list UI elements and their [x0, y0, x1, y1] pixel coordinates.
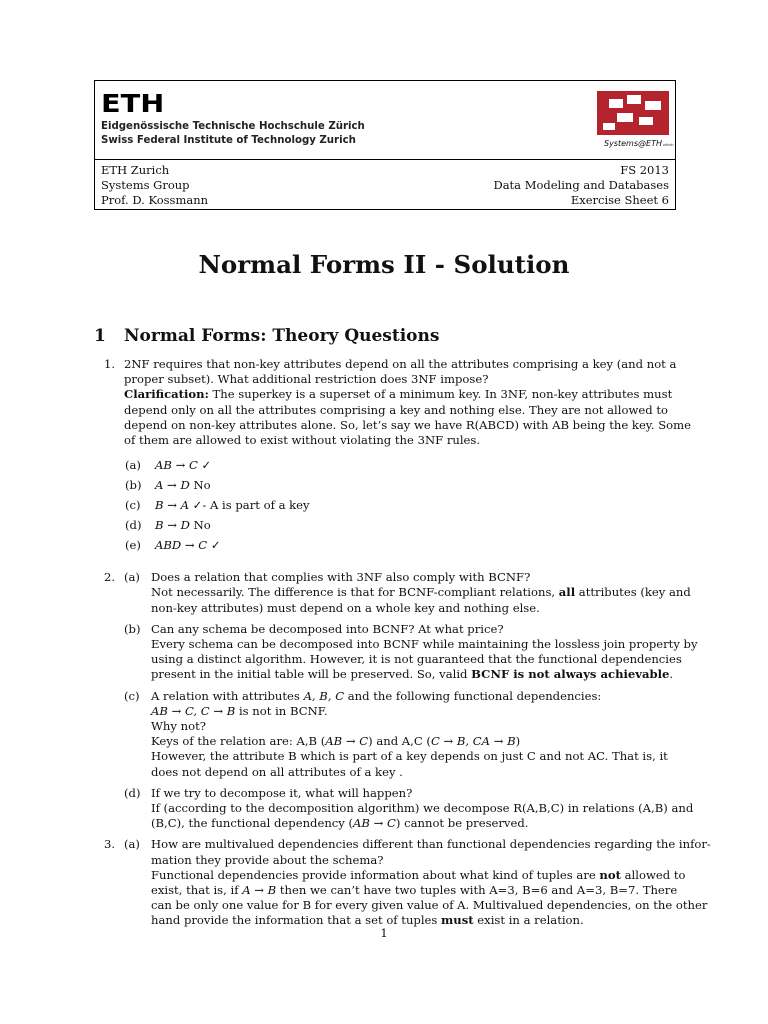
clarification-text: The superkey is a superset of a minimum key. In 3NF, non-key attributes must — [208, 387, 673, 402]
question-number: 3. — [104, 837, 116, 852]
answer-text: Keys of the relation are: A,B (AB → C) and A,C (C → B, CA → B) — [151, 734, 521, 749]
header-professor: Prof. D. Kossmann — [101, 193, 209, 207]
answer-text: Functional dependencies provide information about what kind of tuples are not allowed to — [151, 867, 686, 882]
dependency-expr: A → D — [155, 478, 190, 493]
subquestion-a — [124, 570, 691, 616]
dependency-expr: ABD → C — [155, 538, 208, 553]
page-title: Normal Forms II - Solution — [198, 250, 570, 279]
subquestion-label: (a) — [124, 570, 140, 585]
answer-text: hand provide the information that a set of tuples must exist in a relation. — [151, 913, 584, 928]
answer-text: can be only one value for B for every given value of A. Multivalued dependencies, on the other — [151, 898, 708, 913]
question-text: How are multivalued dependencies different than functional dependencies regarding the infor- — [151, 837, 711, 852]
dependency-expr: AB → C — [155, 458, 198, 473]
list-item: (b) A → D No — [125, 478, 211, 493]
answer-text: (B,C), the functional dependency (AB → C) cannot be preserved. — [151, 816, 529, 831]
institution-name-german: Eidgenössische Technische Hochschule Zürich — [101, 121, 365, 132]
document-body — [94, 357, 711, 935]
clarification-text: of them are allowed to exist without violating the 3NF rules. — [124, 433, 481, 448]
answer-text: If (according to the decomposition algorithm) we decompose R(A,B,C) in relations (A,B) and — [151, 801, 694, 816]
subquestion-label: (a) — [124, 837, 140, 852]
dependency-expr: B → A — [155, 498, 189, 513]
header-box — [94, 80, 676, 210]
answer-text: using a distinct algorithm. However, it is not guaranteed that the functional dependencies — [151, 652, 682, 667]
question-text: AB → C, C → B is not in BCNF. — [151, 703, 328, 718]
question-2 — [94, 570, 698, 831]
question-text: proper subset). What additional restriction does 3NF impose? — [124, 372, 489, 387]
question-text: 2NF requires that non-key attributes depend on all the attributes comprising a key (and not a — [124, 357, 677, 371]
subquestion-label: (c) — [124, 688, 140, 703]
question-3 — [94, 837, 711, 928]
answer-text: However, the attribute B which is part of a key depends on just C and not AC. That is, it — [151, 749, 668, 764]
answer-text: Not necessarily. The difference is that for BCNF-compliant relations, all attributes (key and — [151, 585, 691, 600]
header-semester: FS 2013 — [620, 163, 669, 177]
answer-text: exist, that is, if A → B then we can’t have two tuples with A=3, B=6 and A=3, B=7. There — [151, 883, 678, 898]
subquestion-b — [124, 621, 698, 683]
answer-text: Every schema can be decomposed into BCNF while maintaining the lossless join property by — [151, 637, 698, 652]
page-number: 1 — [380, 926, 388, 940]
list-item: (c) B → A ✓- A is part of a key — [125, 498, 310, 513]
list-item: (a) AB → C ✓ — [125, 458, 212, 473]
list-item: (e) ABD → C ✓ — [125, 538, 221, 553]
institution-name-english: Swiss Federal Institute of Technology Zurich — [101, 135, 356, 146]
section-number: 1 — [94, 326, 106, 346]
section-heading — [94, 326, 439, 346]
subquestion-a — [124, 837, 711, 928]
question-text: mation they provide about the schema? — [151, 852, 384, 867]
header-divider — [95, 159, 675, 160]
clarification-text: depend on non-key attributes alone. So, let’s say we have R(ABCD) with AB being the key. Some — [124, 417, 691, 432]
question-text: If we try to decompose it, what will happen? — [151, 785, 413, 800]
header-course: Data Modeling and Databases — [493, 178, 669, 192]
dependency-verdict: No — [189, 518, 211, 533]
systems-logo-text: Systems@ETH — [604, 139, 662, 148]
answer-text: does not depend on all attributes of a key . — [151, 764, 403, 779]
subquestion-c — [124, 689, 676, 780]
question-text: Why not? — [151, 719, 206, 734]
subquestion-label: (d) — [124, 785, 141, 800]
question-1 — [94, 357, 691, 558]
question-text: Does a relation that complies with 3NF also comply with BCNF? — [151, 570, 531, 585]
systems-logo-suffix: zürich — [663, 143, 674, 147]
question-number: 1. — [104, 357, 116, 371]
systems-group-logo — [595, 89, 674, 151]
subquestion-label: (b) — [124, 621, 141, 636]
header-sheet: Exercise Sheet 6 — [570, 193, 669, 207]
dependency-options — [124, 458, 676, 558]
clarification-line — [124, 387, 676, 402]
clarification-text: depend only on all the attributes comprising a key and nothing else. They are not allowed to — [124, 402, 668, 417]
header-group: Systems Group — [101, 178, 190, 192]
question-number: 2. — [104, 570, 116, 585]
clarification-label: Clarification: — [124, 387, 209, 402]
question-text: A relation with attributes A, B, C and the following functional dependencies: — [151, 688, 602, 703]
list-item: (d) B → D No — [125, 518, 211, 533]
dependency-verdict: ✓ — [207, 538, 221, 553]
answer-text: non-key attributes) must depend on a whole key and nothing else. — [151, 600, 540, 615]
subquestion-d — [124, 785, 694, 832]
dependency-verdict: ✓ — [197, 458, 212, 473]
question-text: Can any schema be decomposed into BCNF? At what price? — [151, 621, 504, 636]
dependency-verdict: ✓- A is part of a key — [188, 498, 310, 513]
eth-logo: ETH — [101, 89, 165, 118]
header-meta-right — [493, 163, 669, 208]
section-title: Normal Forms: Theory Questions — [124, 326, 440, 346]
answer-text: present in the initial table will be preserved. So, valid BCNF is not always achievable. — [151, 667, 674, 682]
dependency-expr: B → D — [155, 518, 190, 533]
dependency-verdict: No — [189, 478, 211, 493]
header-university: ETH Zurich — [101, 163, 170, 177]
header-meta-left — [101, 163, 208, 208]
